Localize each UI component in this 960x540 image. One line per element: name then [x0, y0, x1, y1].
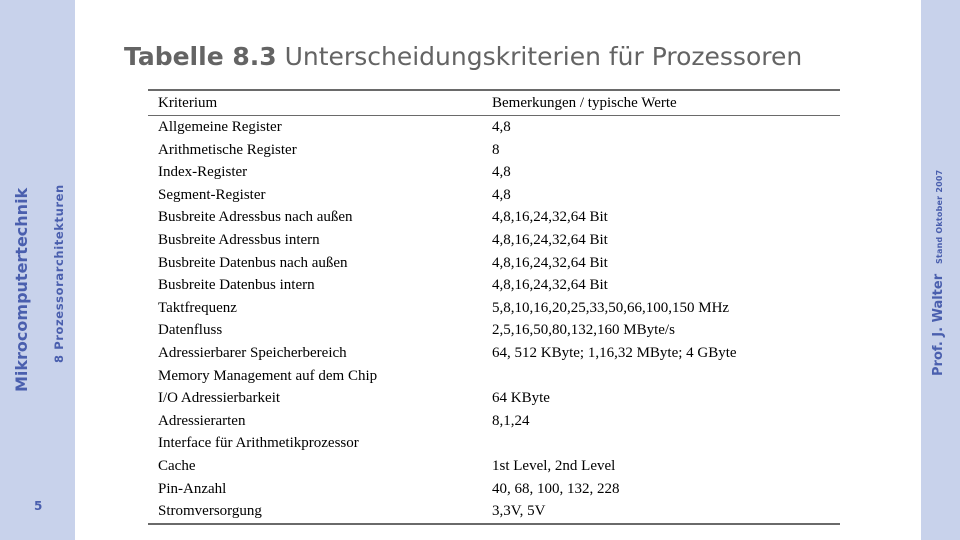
value-cell: 64, 512 KByte; 1,16,32 MByte; 4 GByte [492, 344, 737, 361]
value-cell: 4,8,16,24,32,64 Bit [492, 209, 608, 226]
criterion-cell: Busbreite Adressbus intern [158, 231, 320, 248]
value-cell: 4,8 [492, 186, 511, 203]
criteria-table [148, 89, 840, 525]
value-cell: 5,8,10,16,20,25,33,50,66,100,150 MHz [492, 299, 730, 316]
criterion-cell: Taktfrequenz [158, 299, 237, 316]
value-cell [482, 432, 840, 455]
table-body [148, 116, 840, 524]
table-header-row [148, 90, 840, 116]
table-row [148, 342, 840, 365]
criterion-cell: Busbreite Datenbus nach außen [158, 254, 348, 271]
table-row [148, 478, 840, 501]
criterion-cell: Busbreite Adressbus nach außen [158, 209, 353, 226]
value-cell: 4,8,16,24,32,64 Bit [492, 254, 608, 271]
criterion-cell: Adressierarten [158, 412, 246, 429]
value-cell [482, 365, 840, 388]
page-number: 5 [34, 499, 43, 513]
table-row [148, 365, 840, 388]
value-cell: 8,1,24 [492, 412, 530, 429]
criteria-table-container [148, 89, 840, 525]
table-row [148, 500, 840, 524]
value-cell: 64 KByte [492, 390, 550, 407]
table-row [148, 252, 840, 275]
status-date: Stand Oktober 2007 [935, 169, 944, 264]
right-sidebar [921, 0, 960, 540]
criterion-cell: Busbreite Datenbus intern [158, 277, 315, 294]
value-cell: 4,8 [492, 119, 511, 135]
slide-title-number: Tabelle 8.3 [124, 42, 277, 71]
table-row [148, 139, 840, 162]
table-row [148, 410, 840, 433]
table-row [148, 229, 840, 252]
author-name: Prof. J. Walter [931, 273, 946, 376]
value-cell: 4,8,16,24,32,64 Bit [492, 277, 608, 294]
header-remarks: Bemerkungen / typische Werte [492, 95, 677, 111]
criterion-cell: Stromversorgung [158, 503, 262, 520]
table-row [148, 274, 840, 297]
value-cell: 4,8 [492, 164, 511, 181]
chapter-title: 8 Prozessorarchitekturen [52, 184, 66, 363]
header-criterion: Kriterium [158, 95, 218, 111]
criterion-cell: Arithmetische Register [158, 141, 297, 158]
slide-title-text: Unterscheidungskriterien für Prozessoren [284, 42, 803, 71]
table-row [148, 116, 840, 139]
table-row [148, 432, 840, 455]
criterion-cell: Pin-Anzahl [158, 480, 227, 497]
criterion-cell: Memory Management auf dem Chip [158, 367, 378, 384]
value-cell: 4,8,16,24,32,64 Bit [492, 231, 608, 248]
criterion-cell: Interface für Arithmetikprozessor [158, 435, 359, 452]
criterion-cell: Adressierbarer Speicherbereich [158, 344, 347, 361]
value-cell: 3,3V, 5V [492, 503, 546, 520]
table-row [148, 319, 840, 342]
table-row [148, 161, 840, 184]
table-row [148, 184, 840, 207]
value-cell: 8 [492, 141, 500, 158]
value-cell: 1st Level, 2nd Level [492, 457, 616, 474]
table-row [148, 206, 840, 229]
course-title: Mikrocomputertechnik [12, 187, 31, 392]
table-row [148, 387, 840, 410]
criterion-cell: Segment-Register [158, 186, 266, 203]
criterion-cell: Cache [158, 457, 196, 474]
criterion-cell: Allgemeine Register [158, 119, 282, 135]
criterion-cell: Datenfluss [158, 322, 223, 339]
value-cell: 40, 68, 100, 132, 228 [492, 480, 620, 497]
value-cell: 2,5,16,50,80,132,160 MByte/s [492, 322, 675, 339]
table-row [148, 297, 840, 320]
table-row [148, 455, 840, 478]
criterion-cell: Index-Register [158, 164, 248, 181]
criterion-cell: I/O Adressierbarkeit [158, 390, 281, 407]
slide-title [124, 42, 802, 71]
